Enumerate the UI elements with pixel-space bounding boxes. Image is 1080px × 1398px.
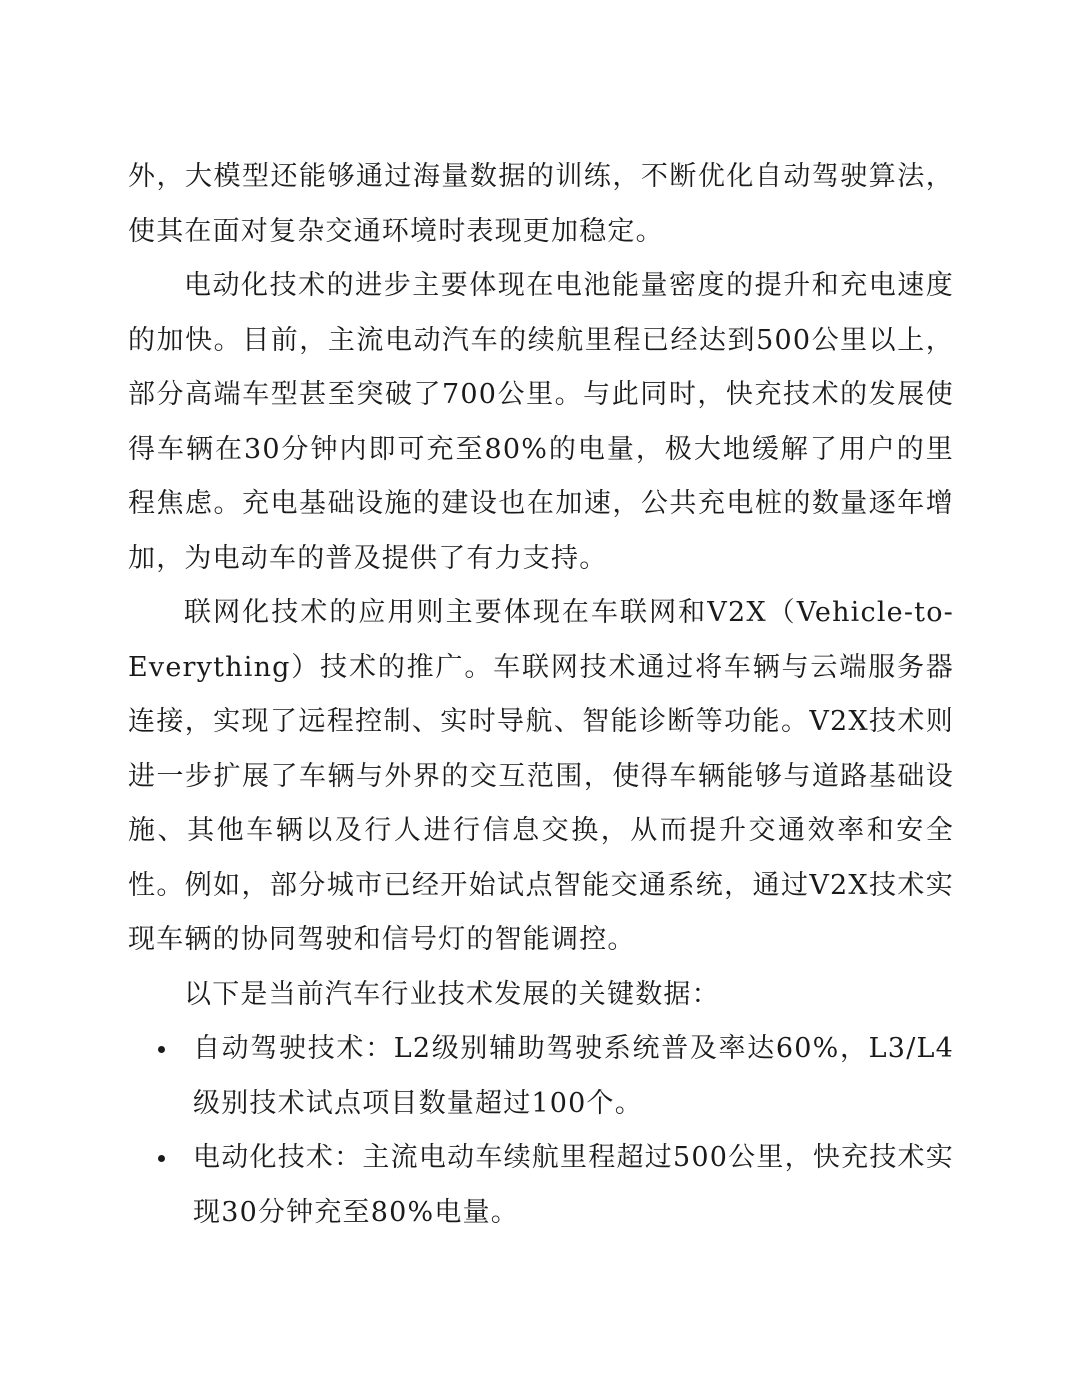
paragraph-continued: 外，大模型还能够通过海量数据的训练，不断优化自动驾驶算法，使其在面对复杂交通环境时表现更加稳定。: [128, 161, 954, 247]
list-item-text: 电动化技术：主流电动车续航里程超过500公里，快充技术实现30分钟充至80%电量。: [193, 1142, 954, 1228]
key-data-list: [128, 1022, 954, 1240]
list-item: [128, 1131, 954, 1240]
paragraph-key-data-intro: 以下是当前汽车行业技术发展的关键数据：: [184, 978, 720, 1010]
paragraph-electrification: 电动化技术的进步主要体现在电池能量密度的提升和充电速度的加快。目前，主流电动汽车的续航里程已经达到500公里以上，部分高端车型甚至突破了700公里。与此同时，快充技术的发展使得车辆在30分钟内即可充至80%的电量，极大地缓解了用户的里程焦虑。充电基础设施的建设也在加速，公共充电桩的数量逐年增加，为电动车的普及提供了有力支持。: [128, 270, 954, 574]
list-item-text: 自动驾驶技术：L2级别辅助驾驶系统普及率达60%，L3/L4级别技术试点项目数量超过100个。: [193, 1033, 954, 1119]
document-body: [128, 150, 954, 1240]
bullet-icon: [158, 1155, 165, 1162]
bullet-icon: [158, 1046, 165, 1053]
paragraph-connectivity: 联网化技术的应用则主要体现在车联网和V2X（Vehicle-to-Everything）技术的推广。车联网技术通过将车辆与云端服务器连接，实现了远程控制、实时导航、智能诊断等功能。V2X技术则进一步扩展了车辆与外界的交互范围，使得车辆能够与道路基础设施、其他车辆以及行人进行信息交换，从而提升交通效率和安全性。例如，部分城市已经开始试点智能交通系统，通过V2X技术实现车辆的协同驾驶和信号灯的智能调控。: [128, 597, 954, 955]
list-item: [128, 1022, 954, 1131]
